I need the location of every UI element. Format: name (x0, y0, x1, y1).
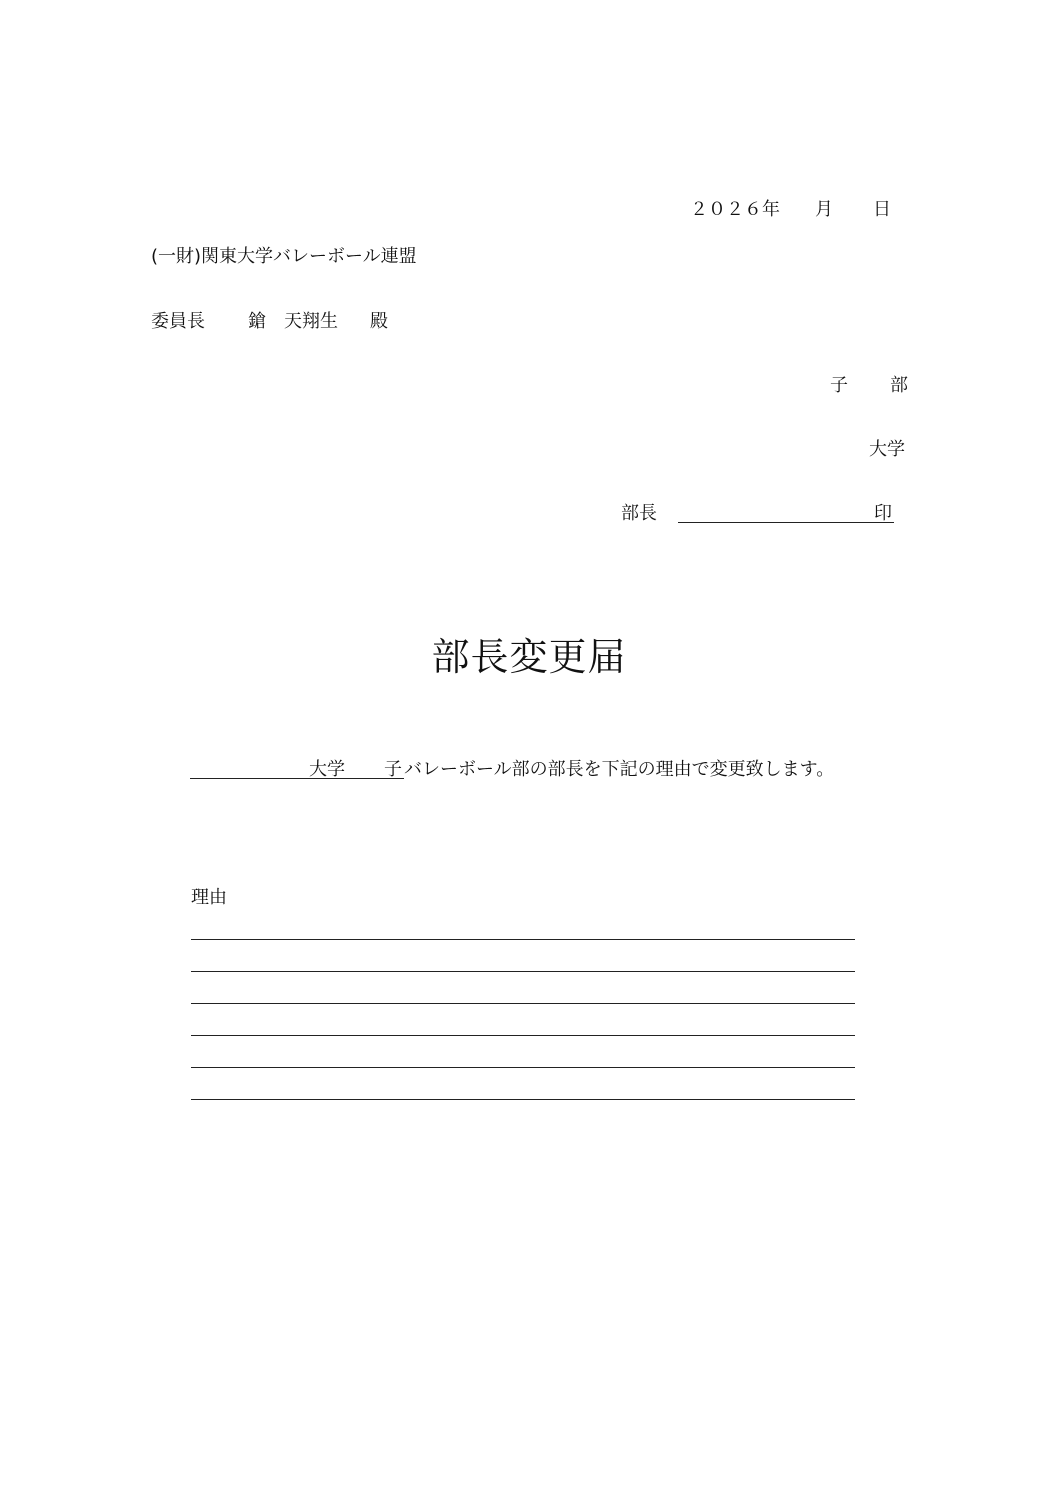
recipient-title: 委員長 (151, 311, 205, 332)
reason-line-2[interactable] (191, 971, 855, 972)
statement-body: バレーボール部の部長を下記の理由で変更致します。 (404, 759, 835, 780)
sender-division-char1: 子 (830, 375, 848, 396)
reason-line-1[interactable] (191, 939, 855, 940)
recipient-organization: (一財)関東大学バレーボール連盟 (151, 246, 417, 267)
statement (190, 759, 834, 781)
recipient-honorific: 殿 (370, 311, 388, 332)
sender-division-char2: 部 (890, 375, 908, 396)
manager-label: 部長 (621, 503, 657, 524)
recipient-name: 鎗 天翔生 (248, 311, 338, 332)
reason-line-3[interactable] (191, 1003, 855, 1004)
date-day: 日 (873, 199, 891, 220)
reason-line-4[interactable] (191, 1035, 855, 1036)
reason-label: 理由 (191, 887, 227, 908)
document-title: 部長変更届 (431, 635, 627, 679)
reason-line-5[interactable] (191, 1067, 855, 1068)
sender-university: 大学 (869, 439, 905, 460)
statement-fill-line (190, 778, 404, 779)
date-month: 月 (815, 199, 833, 220)
statement-university: 大学 (309, 759, 345, 780)
statement-gender-char: 子 (384, 759, 402, 780)
sender-division (830, 375, 908, 397)
reason-line-6[interactable] (191, 1099, 855, 1100)
date-year: ２０２６年 (690, 199, 780, 220)
recipient-line (151, 311, 388, 333)
signature-line[interactable] (678, 522, 894, 523)
manager-signature-block (621, 503, 911, 527)
date-line (690, 199, 910, 221)
seal-mark: 印 (874, 503, 892, 524)
statement-fill-field[interactable] (190, 759, 404, 781)
